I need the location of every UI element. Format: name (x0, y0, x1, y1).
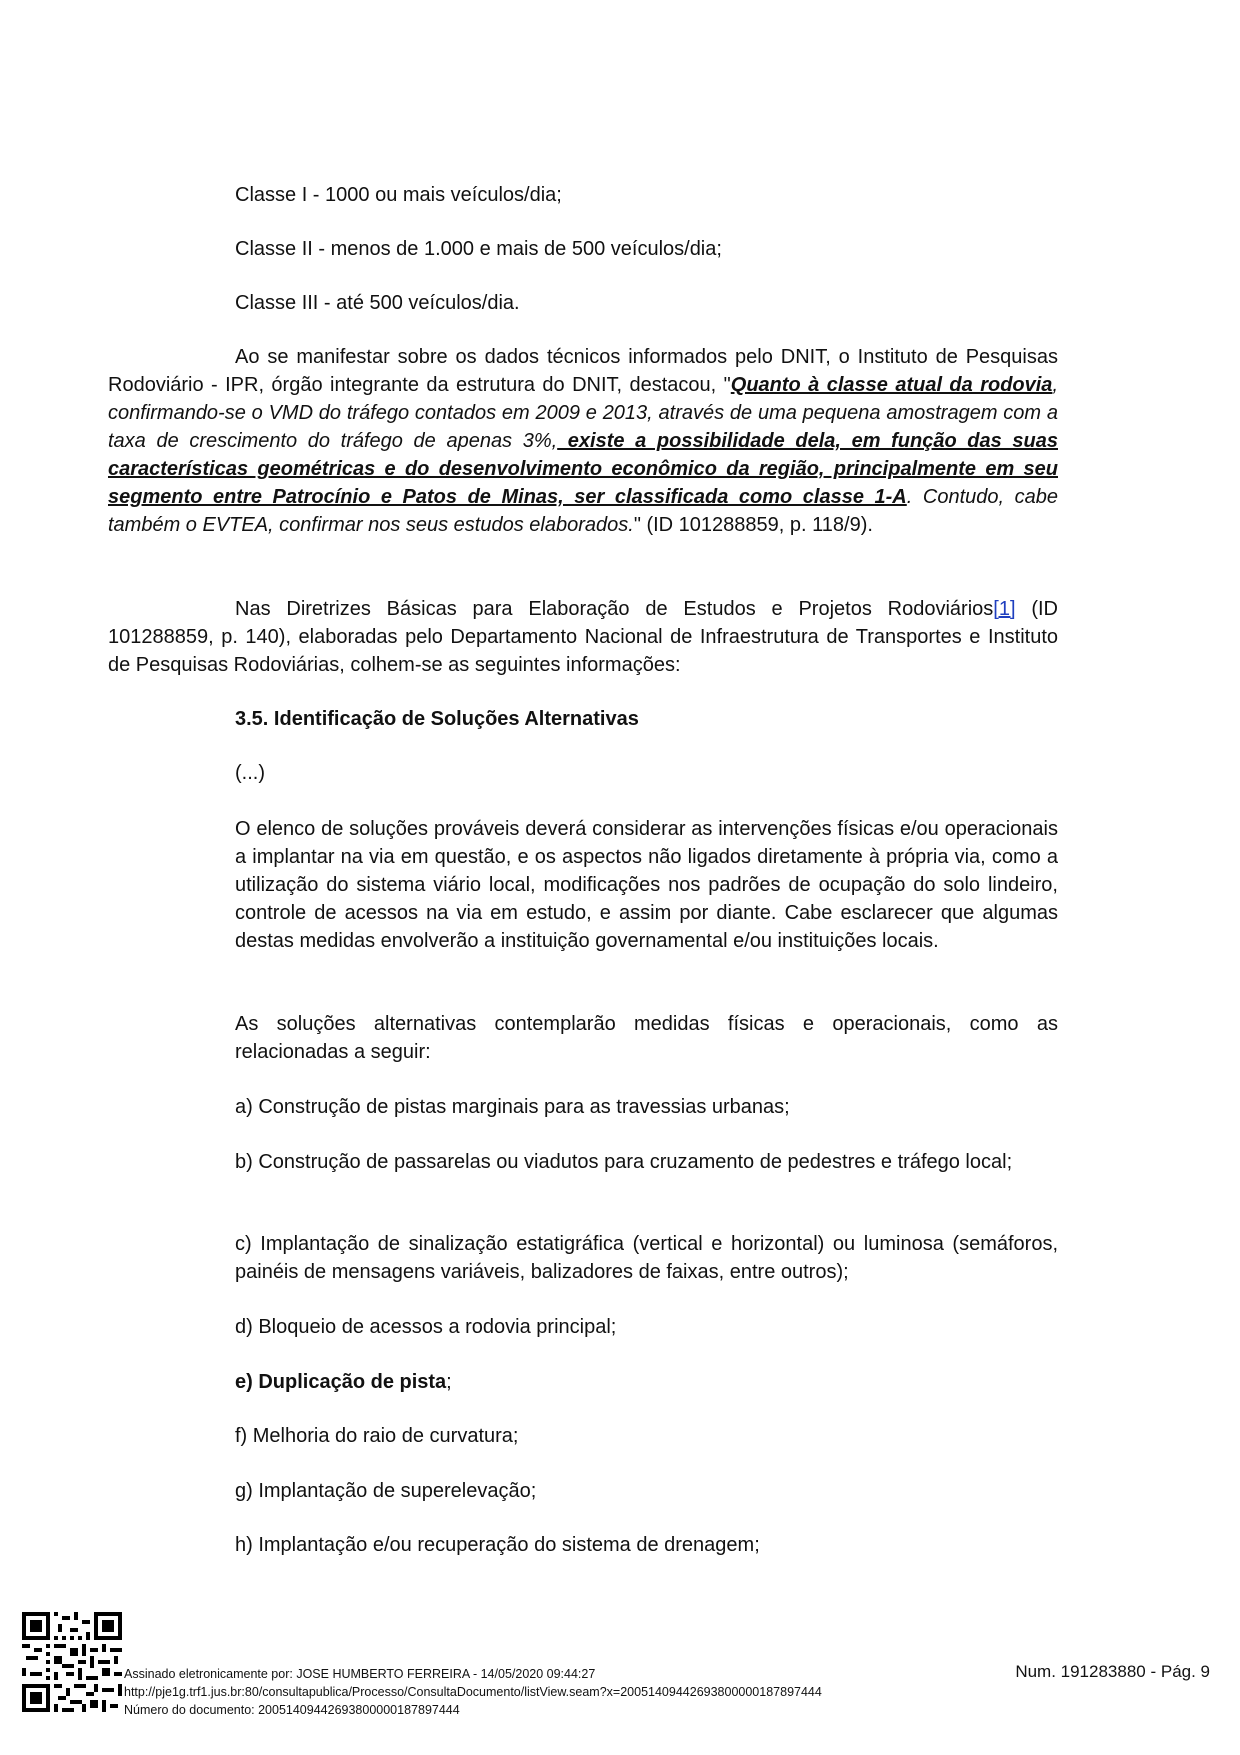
section-heading: 3.5. Identificação de Soluções Alternativas (235, 708, 639, 730)
ipr-citation: " (ID 101288859, p. 118/9). (633, 514, 873, 536)
list-item-e (235, 1368, 1058, 1396)
alternativas-paragraph: As soluções alternativas contemplarão medidas físicas e operacionais, como as relacionadas a seguir: (235, 1013, 1058, 1063)
list-item-d: d) Bloqueio de acessos a rodovia principal; (235, 1316, 617, 1338)
document-number: Número do documento: 20051409442693800000187897444 (124, 1703, 460, 1717)
list-item-c: c) Implantação de sinalização estatigráfica (vertical e horizontal) ou luminosa (semáforos, painéis de mensagens variáveis, balizadores de faixas, entre outros); (235, 1233, 1058, 1283)
list-item-g: g) Implantação de superelevação; (235, 1480, 537, 1502)
qr-code-icon (22, 1612, 122, 1712)
ellipsis-line: (...) (235, 762, 265, 784)
ipr-quote-emphasis-2: existe a possibilidade dela, em função das suas características geométricas e do desenvolvimento econômico da região, principalmente em seu segmento entre Patrocínio e Patos de Minas, ser classificada como classe 1-A (108, 430, 1058, 508)
list-item-e-bold: e) Duplicação de pista (235, 1371, 447, 1393)
ipr-quote-emphasis-1: Quanto à classe atual da rodovia (730, 374, 1053, 396)
classe-2-line: Classe II - menos de 1.000 e mais de 500 veículos/dia; (235, 238, 722, 260)
list-item-a: a) Construção de pistas marginais para as travessias urbanas; (235, 1096, 790, 1118)
list-item-h: h) Implantação e/ou recuperação do sistema de drenagem; (235, 1534, 760, 1556)
signature-line: Assinado eletronicamente por: JOSE HUMBERTO FERREIRA - 14/05/2020 09:44:27 (124, 1667, 596, 1681)
ipr-paragraph (108, 343, 1058, 539)
ipr-quote-italic-2: . Contudo, cabe também o EVTEA, confirmar nos seus estudos elaborados. (108, 486, 1059, 536)
elenco-paragraph: O elenco de soluções prováveis deverá considerar as intervenções físicas e/ou operacionais a implantar na via em questão, e os aspectos não ligados diretamente à própria via, como a utilização do sistema viário local, modificações nos padrões de ocupação do solo lindeiro, controle de acessos na via em estudo, e assim por diante. Cabe esclarecer que algumas destas medidas envolverão a instituição governamental e/ou instituições locais. (235, 818, 1058, 952)
list-item-b: b) Construção de passarelas ou viadutos para cruzamento de pedestres e tráfego local; (235, 1151, 1013, 1173)
document-url[interactable]: http://pje1g.trf1.jus.br:80/consultapublica/Processo/ConsultaDocumento/listView.seam?x=20051409442693800000187897444 (124, 1685, 822, 1699)
ipr-quote-italic-1: , confirmando-se o VMD do tráfego contados em 2009 e 2013, através de uma pequena amostragem com a taxa de crescimento do tráfego de apenas 3%, (108, 374, 1058, 452)
footnote-link[interactable]: [1] (993, 598, 1016, 620)
list-item-f: f) Melhoria do raio de curvatura; (235, 1425, 519, 1447)
diretrizes-text-2: (ID 101288859, p. 140), elaboradas pelo Departamento Nacional de Infraestrutura de Transportes e Instituto de Pesquisas Rodoviárias, colhem-se as seguintes informações: (108, 598, 1058, 676)
ipr-text-intro: Ao se manifestar sobre os dados técnicos informados pelo DNIT, o Instituto de Pesquisas Rodoviário - IPR, órgão integrante da estrutura do DNIT, destacou, " (108, 346, 1058, 396)
diretrizes-text-1: Nas Diretrizes Básicas para Elaboração de Estudos e Projetos Rodoviários (235, 598, 994, 620)
diretrizes-paragraph (108, 595, 1058, 679)
page-number: Num. 191283880 - Pág. 9 (1015, 1662, 1210, 1681)
classe-3-line: Classe III - até 500 veículos/dia. (235, 292, 520, 314)
list-item-e-rest: ; (446, 1371, 452, 1393)
classe-1-line: Classe I - 1000 ou mais veículos/dia; (235, 184, 562, 206)
